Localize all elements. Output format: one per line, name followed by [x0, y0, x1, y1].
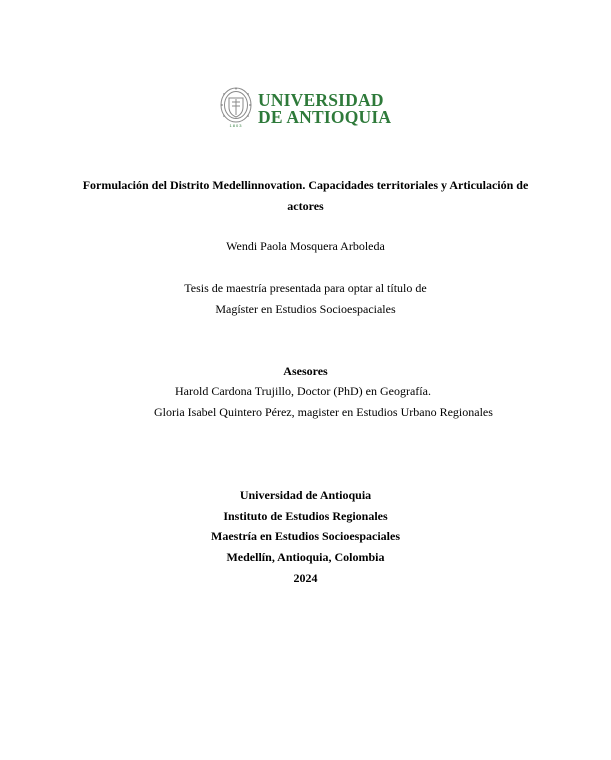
university-logo	[219, 85, 391, 133]
institute-name: Instituto de Estudios Regionales	[223, 509, 388, 523]
advisor-item: Harold Cardona Trujillo, Doctor (PhD) en Geografía.	[175, 384, 431, 398]
thesis-description-line1: Tesis de maestría presentada para optar al título de	[184, 281, 427, 295]
thesis-title-line2: actores	[287, 199, 324, 213]
location: Medellín, Antioquia, Colombia	[226, 550, 385, 564]
author-name: Wendi Paola Mosquera Arboleda	[226, 239, 385, 253]
seal-year: 1803	[229, 123, 243, 128]
logo-text-line1: UNIVERSIDAD	[258, 90, 384, 110]
thesis-title-line1: Formulación del Distrito Medellinnovation. Capacidades territoriales y Articulación de	[82, 178, 529, 192]
year: 2024	[293, 571, 318, 585]
logo-text-line2: DE ANTIOQUIA	[258, 107, 392, 127]
advisor-item: Gloria Isabel Quintero Pérez, magister en Estudios Urbano Regionales	[154, 405, 493, 419]
university-name: Universidad de Antioquia	[239, 488, 372, 502]
program-name: Maestría en Estudios Socioespaciales	[211, 529, 400, 543]
thesis-description-line2: Magíster en Estudios Socioespaciales	[215, 302, 396, 316]
advisors-heading: Asesores	[283, 364, 328, 378]
